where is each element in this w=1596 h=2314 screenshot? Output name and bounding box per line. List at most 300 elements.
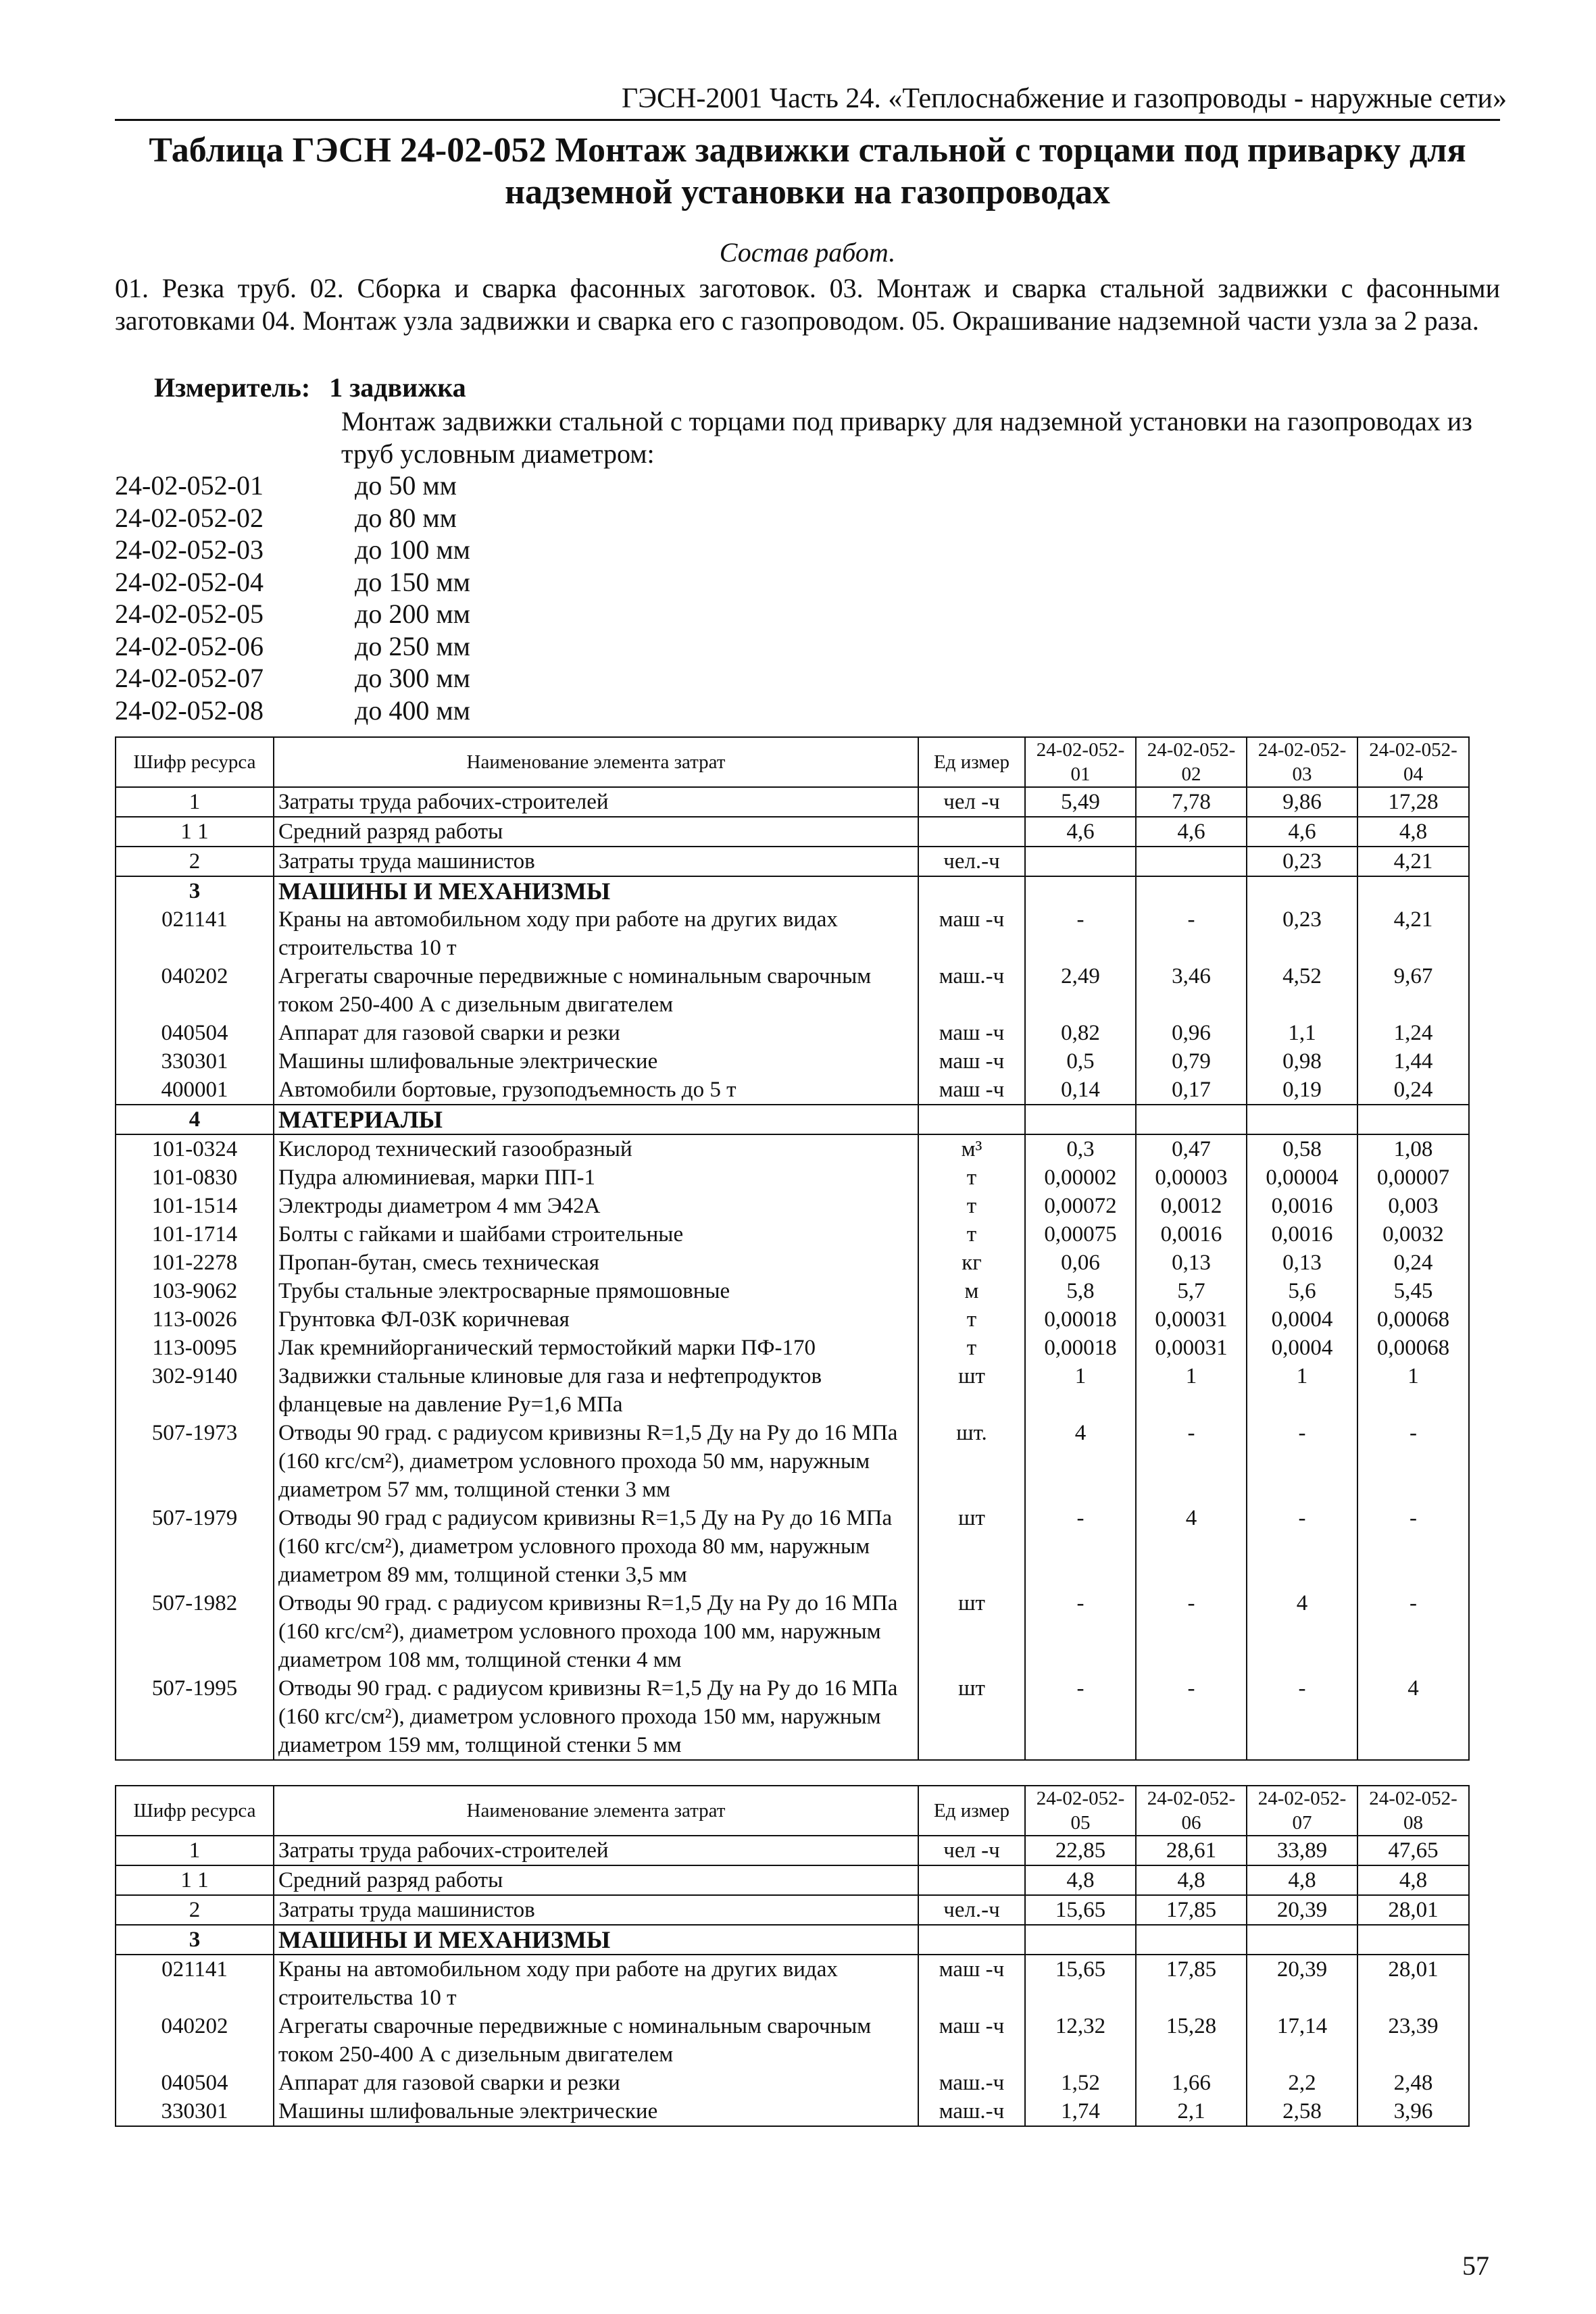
- value-cell: 17,28: [1357, 787, 1469, 817]
- value-cell: 4,6: [1136, 817, 1247, 847]
- value-cell: [1357, 876, 1469, 905]
- value-cell: [1025, 1105, 1136, 1134]
- value-cell: 4: [1247, 1589, 1357, 1674]
- table-row: [116, 1362, 1469, 1419]
- value-cell: -: [1357, 1419, 1469, 1504]
- value-cell: 0,00002: [1025, 1163, 1136, 1192]
- measure-label: Измеритель:: [154, 372, 311, 403]
- cost-element-name: Электроды диаметром 4 мм Э42А: [274, 1192, 918, 1220]
- resource-code: 3: [116, 876, 274, 905]
- value-cell: 5,7: [1136, 1277, 1247, 1305]
- value-cell: 0,00075: [1025, 1220, 1136, 1249]
- column-header: Наименование элемента затрат: [274, 737, 918, 787]
- unit-cell: т: [918, 1220, 1025, 1249]
- value-cell: 0,0016: [1136, 1220, 1247, 1249]
- value-cell: 1: [1136, 1362, 1247, 1419]
- cost-element-name: Болты с гайками и шайбами строительные: [274, 1220, 918, 1249]
- value-cell: -: [1136, 1589, 1247, 1674]
- value-cell: 0,14: [1025, 1076, 1136, 1105]
- variant-item: [115, 695, 470, 727]
- value-cell: 12,32: [1025, 2012, 1136, 2069]
- value-cell: 0,00072: [1025, 1192, 1136, 1220]
- value-cell: -: [1025, 1674, 1136, 1760]
- resource-code: 040504: [116, 2069, 274, 2097]
- resource-code: 113-0026: [116, 1305, 274, 1334]
- resource-code: 101-1514: [116, 1192, 274, 1220]
- value-cell: 0,23: [1247, 905, 1357, 962]
- table-header-row: [116, 737, 1469, 787]
- value-cell: 15,65: [1025, 1955, 1136, 2012]
- value-cell: 0,98: [1247, 1047, 1357, 1076]
- column-header: 24-02-052-07: [1247, 1786, 1357, 1836]
- value-cell: 4: [1136, 1504, 1247, 1589]
- cost-element-name: МАШИНЫ И МЕХАНИЗМЫ: [274, 876, 918, 905]
- table-row: [116, 1163, 1469, 1192]
- cost-element-name: Затраты труда рабочих-строителей: [274, 787, 918, 817]
- table-row: [116, 1674, 1469, 1760]
- variant-item: [115, 630, 470, 663]
- unit-cell: маш -ч: [918, 1955, 1025, 2012]
- resource-code: 2: [116, 847, 274, 876]
- column-header: Ед измер: [918, 737, 1025, 787]
- variant-code: 24-02-052-08: [115, 695, 264, 726]
- cost-element-name: Затраты труда машинистов: [274, 847, 918, 876]
- value-cell: [1136, 876, 1247, 905]
- value-cell: 0,0016: [1247, 1192, 1357, 1220]
- value-cell: 17,85: [1136, 1895, 1247, 1925]
- resource-code: 1: [116, 787, 274, 817]
- value-cell: 1,24: [1357, 1019, 1469, 1047]
- value-cell: -: [1247, 1504, 1357, 1589]
- table-row: [116, 1334, 1469, 1362]
- value-cell: 4,21: [1357, 905, 1469, 962]
- cost-element-name: Машины шлифовальные электрические: [274, 1047, 918, 1076]
- variant-item: [115, 502, 470, 534]
- value-cell: 0,00068: [1357, 1305, 1469, 1334]
- resource-code: 040202: [116, 962, 274, 1019]
- value-cell: 1: [1247, 1362, 1357, 1419]
- variant-text: до 150 мм: [355, 566, 470, 597]
- value-cell: 7,78: [1136, 787, 1247, 817]
- table-row: [116, 847, 1469, 876]
- cost-element-name: Задвижки стальные клиновые для газа и нефтепродуктов фланцевые на давление Ру=1,6 МПа: [274, 1362, 918, 1419]
- resource-code: 021141: [116, 905, 274, 962]
- variant-code: 24-02-052-07: [115, 663, 264, 693]
- value-cell: [1357, 1105, 1469, 1134]
- resource-code: 2: [116, 1895, 274, 1925]
- value-cell: 4,8: [1247, 1865, 1357, 1895]
- running-header: ГЭСН-2001 Часть 24. «Теплоснабжение и газопроводы - наружные сети»: [622, 83, 1507, 114]
- cost-element-name: МАШИНЫ И МЕХАНИЗМЫ: [274, 1925, 918, 1955]
- value-cell: 0,96: [1136, 1019, 1247, 1047]
- table-row: [116, 1249, 1469, 1277]
- table-row: [116, 2097, 1469, 2126]
- variants-intro: Монтаж задвижки стальной с торцами под приварку для надземной установки на газопроводах из труб условным диаметром:: [341, 406, 1472, 469]
- cost-element-name: Средний разряд работы: [274, 1865, 918, 1895]
- table-row: [116, 1865, 1469, 1895]
- variant-item: [115, 566, 470, 599]
- value-cell: 0,0012: [1136, 1192, 1247, 1220]
- cost-element-name: Отводы 90 град. с радиусом кривизны R=1,5 Ду на Ру до 16 МПа (160 кгс/см²), диаметром условного прохода 150 мм, наружным диаметром 159 мм, толщиной стенки 5 мм: [274, 1674, 918, 1760]
- variant-text: до 80 мм: [355, 502, 457, 533]
- table-row: [116, 1076, 1469, 1105]
- value-cell: -: [1025, 905, 1136, 962]
- resource-code: 1 1: [116, 1865, 274, 1895]
- variant-code: 24-02-052-06: [115, 630, 264, 661]
- unit-cell: т: [918, 1163, 1025, 1192]
- variant-code: 24-02-052-04: [115, 566, 264, 597]
- value-cell: [1247, 876, 1357, 905]
- value-cell: 0,00068: [1357, 1334, 1469, 1362]
- variants-list: [115, 470, 470, 726]
- value-cell: 4,21: [1357, 847, 1469, 876]
- value-cell: 0,47: [1136, 1134, 1247, 1163]
- unit-cell: шт: [918, 1674, 1025, 1760]
- table-row: [116, 1419, 1469, 1504]
- section-row: [116, 1105, 1469, 1134]
- cost-element-name: Затраты труда машинистов: [274, 1895, 918, 1925]
- section-row: [116, 876, 1469, 905]
- table-row: [116, 817, 1469, 847]
- resource-code: 1 1: [116, 817, 274, 847]
- unit-cell: маш.-ч: [918, 962, 1025, 1019]
- resource-code: 507-1982: [116, 1589, 274, 1674]
- value-cell: 3,96: [1357, 2097, 1469, 2126]
- table-row: [116, 1220, 1469, 1249]
- variant-code: 24-02-052-01: [115, 470, 264, 501]
- table-row: [116, 1955, 1469, 2012]
- value-cell: -: [1136, 1674, 1247, 1760]
- cost-element-name: Аппарат для газовой сварки и резки: [274, 2069, 918, 2097]
- cost-element-name: Машины шлифовальные электрические: [274, 2097, 918, 2126]
- value-cell: 4,8: [1357, 1865, 1469, 1895]
- table-row: [116, 1047, 1469, 1076]
- variant-text: до 50 мм: [355, 470, 457, 501]
- table-row: [116, 1836, 1469, 1865]
- value-cell: 4,8: [1357, 817, 1469, 847]
- unit-cell: шт: [918, 1589, 1025, 1674]
- unit-cell: шт: [918, 1362, 1025, 1419]
- work-composition-text: 01. Резка труб. 02. Сборка и сварка фасонных заготовок. 03. Монтаж и сварка стальной задвижки с фасонными заготовками 04. Монтаж узла задвижки и сварка его с газопроводом. 05. Окрашивание надземной части узла за 2 раза.: [115, 273, 1500, 336]
- value-cell: 4: [1357, 1674, 1469, 1760]
- value-cell: [1357, 1925, 1469, 1955]
- column-header: 24-02-052-02: [1136, 737, 1247, 787]
- value-cell: 0,003: [1357, 1192, 1469, 1220]
- unit-cell: чел.-ч: [918, 1895, 1025, 1925]
- cost-element-name: МАТЕРИАЛЫ: [274, 1105, 918, 1134]
- unit-cell: чел.-ч: [918, 847, 1025, 876]
- unit-cell: кг: [918, 1249, 1025, 1277]
- value-cell: 0,58: [1247, 1134, 1357, 1163]
- section-row: [116, 1925, 1469, 1955]
- value-cell: 0,06: [1025, 1249, 1136, 1277]
- cost-element-name: Аппарат для газовой сварки и резки: [274, 1019, 918, 1047]
- cost-element-name: Краны на автомобильном ходу при работе на других видах строительства 10 т: [274, 905, 918, 962]
- unit-cell: т: [918, 1305, 1025, 1334]
- value-cell: 20,39: [1247, 1955, 1357, 2012]
- cost-element-name: Лак кремнийорганический термостойкий марки ПФ-170: [274, 1334, 918, 1362]
- value-cell: [1136, 1925, 1247, 1955]
- unit-cell: маш -ч: [918, 905, 1025, 962]
- measure-value: 1 задвижка: [329, 372, 466, 403]
- value-cell: 20,39: [1247, 1895, 1357, 1925]
- cost-element-name: Затраты труда рабочих-строителей: [274, 1836, 918, 1865]
- resource-code: 021141: [116, 1955, 274, 2012]
- value-cell: 0,00007: [1357, 1163, 1469, 1192]
- value-cell: 2,2: [1247, 2069, 1357, 2097]
- cost-element-name: Трубы стальные электросварные прямошовные: [274, 1277, 918, 1305]
- value-cell: 1,74: [1025, 2097, 1136, 2126]
- resource-code: 040202: [116, 2012, 274, 2069]
- value-cell: 5,45: [1357, 1277, 1469, 1305]
- value-cell: 0,5: [1025, 1047, 1136, 1076]
- resource-code: 103-9062: [116, 1277, 274, 1305]
- value-cell: 0,17: [1136, 1076, 1247, 1105]
- resource-code: 3: [116, 1925, 274, 1955]
- table-row: [116, 1305, 1469, 1334]
- value-cell: -: [1357, 1504, 1469, 1589]
- value-cell: 5,49: [1025, 787, 1136, 817]
- value-cell: 47,65: [1357, 1836, 1469, 1865]
- table-row: [116, 1192, 1469, 1220]
- cost-element-name: Агрегаты сварочные передвижные с номинальным сварочным током 250-400 А с дизельным двигателем: [274, 962, 918, 1019]
- table-row: [116, 1589, 1469, 1674]
- value-cell: 4: [1025, 1419, 1136, 1504]
- value-cell: 0,0032: [1357, 1220, 1469, 1249]
- cost-element-name: Кислород технический газообразный: [274, 1134, 918, 1163]
- value-cell: 15,28: [1136, 2012, 1247, 2069]
- variant-code: 24-02-052-03: [115, 534, 264, 565]
- resource-table-1: [115, 736, 1470, 1761]
- table-row: [116, 1134, 1469, 1163]
- value-cell: 28,01: [1357, 1895, 1469, 1925]
- value-cell: [1247, 1925, 1357, 1955]
- value-cell: 1: [1357, 1362, 1469, 1419]
- measure-line: [154, 372, 485, 403]
- value-cell: 0,00018: [1025, 1334, 1136, 1362]
- table-header-row: [116, 1786, 1469, 1836]
- unit-cell: [918, 817, 1025, 847]
- variant-code: 24-02-052-05: [115, 599, 264, 629]
- value-cell: 17,14: [1247, 2012, 1357, 2069]
- column-header: 24-02-052-06: [1136, 1786, 1247, 1836]
- value-cell: 4,8: [1025, 1865, 1136, 1895]
- value-cell: -: [1136, 1419, 1247, 1504]
- column-header: 24-02-052-08: [1357, 1786, 1469, 1836]
- unit-cell: м³: [918, 1134, 1025, 1163]
- value-cell: [1025, 847, 1136, 876]
- cost-element-name: Отводы 90 град с радиусом кривизны R=1,5 Ду на Ру до 16 МПа (160 кгс/см²), диаметром условного прохода 80 мм, наружным диаметром 89 мм, толщиной стенки 3,5 мм: [274, 1504, 918, 1589]
- column-header: 24-02-052-01: [1025, 737, 1136, 787]
- value-cell: 0,0016: [1247, 1220, 1357, 1249]
- value-cell: 15,65: [1025, 1895, 1136, 1925]
- cost-element-name: Грунтовка ФЛ-03К коричневая: [274, 1305, 918, 1334]
- cost-element-name: Пудра алюминиевая, марки ПП-1: [274, 1163, 918, 1192]
- page-number: 57: [1462, 2250, 1489, 2281]
- value-cell: 0,13: [1136, 1249, 1247, 1277]
- value-cell: 22,85: [1025, 1836, 1136, 1865]
- value-cell: 0,3: [1025, 1134, 1136, 1163]
- resource-code: 507-1995: [116, 1674, 274, 1760]
- value-cell: 2,48: [1357, 2069, 1469, 2097]
- value-cell: 4,6: [1247, 817, 1357, 847]
- value-cell: -: [1136, 905, 1247, 962]
- value-cell: 4,52: [1247, 962, 1357, 1019]
- header-rule: [115, 119, 1500, 121]
- variant-item: [115, 598, 470, 630]
- value-cell: 1,52: [1025, 2069, 1136, 2097]
- column-header: Шифр ресурса: [116, 737, 274, 787]
- unit-cell: маш -ч: [918, 1047, 1025, 1076]
- value-cell: -: [1247, 1419, 1357, 1504]
- resource-code: 101-0830: [116, 1163, 274, 1192]
- unit-cell: [918, 876, 1025, 905]
- resource-code: 330301: [116, 1047, 274, 1076]
- cost-element-name: Отводы 90 град. с радиусом кривизны R=1,5 Ду на Ру до 16 МПа (160 кгс/см²), диаметром условного прохода 100 мм, наружным диаметром 108 мм, толщиной стенки 4 мм: [274, 1589, 918, 1674]
- value-cell: 4,6: [1025, 817, 1136, 847]
- value-cell: 0,79: [1136, 1047, 1247, 1076]
- unit-cell: маш.-ч: [918, 2069, 1025, 2097]
- variant-text: до 250 мм: [355, 630, 470, 661]
- table-row: [116, 905, 1469, 962]
- unit-cell: [918, 1105, 1025, 1134]
- resource-table-2: [115, 1785, 1470, 2127]
- value-cell: -: [1025, 1504, 1136, 1589]
- value-cell: 33,89: [1247, 1836, 1357, 1865]
- value-cell: 0,00031: [1136, 1305, 1247, 1334]
- variant-text: до 200 мм: [355, 599, 470, 629]
- unit-cell: шт: [918, 1504, 1025, 1589]
- resource-code: 330301: [116, 2097, 274, 2126]
- table-row: [116, 2012, 1469, 2069]
- value-cell: 0,23: [1247, 847, 1357, 876]
- value-cell: 9,86: [1247, 787, 1357, 817]
- value-cell: 5,6: [1247, 1277, 1357, 1305]
- unit-cell: [918, 1865, 1025, 1895]
- value-cell: [1247, 1105, 1357, 1134]
- value-cell: 0,24: [1357, 1076, 1469, 1105]
- unit-cell: т: [918, 1192, 1025, 1220]
- variant-text: до 300 мм: [355, 663, 470, 693]
- value-cell: 0,00031: [1136, 1334, 1247, 1362]
- table-row: [116, 1019, 1469, 1047]
- table-row: [116, 1504, 1469, 1589]
- unit-cell: чел -ч: [918, 787, 1025, 817]
- unit-cell: м: [918, 1277, 1025, 1305]
- value-cell: [1025, 1925, 1136, 1955]
- cost-element-name: Агрегаты сварочные передвижные с номинальным сварочным током 250-400 А с дизельным двигателем: [274, 2012, 918, 2069]
- resource-code: 1: [116, 1836, 274, 1865]
- value-cell: 1,44: [1357, 1047, 1469, 1076]
- resource-code: 400001: [116, 1076, 274, 1105]
- unit-cell: маш -ч: [918, 1076, 1025, 1105]
- value-cell: 2,49: [1025, 962, 1136, 1019]
- table-row: [116, 787, 1469, 817]
- variant-code: 24-02-052-02: [115, 502, 264, 533]
- value-cell: 5,8: [1025, 1277, 1136, 1305]
- value-cell: 0,0004: [1247, 1305, 1357, 1334]
- resource-code: 4: [116, 1105, 274, 1134]
- table-row: [116, 1895, 1469, 1925]
- cost-element-name: Пропан-бутан, смесь техническая: [274, 1249, 918, 1277]
- table-title: Таблица ГЭСН 24-02-052 Монтаж задвижки стальной с торцами под приварку для надземной установки на газопроводах: [149, 131, 1466, 211]
- resource-code: 101-2278: [116, 1249, 274, 1277]
- resource-code: 113-0095: [116, 1334, 274, 1362]
- value-cell: 0,00018: [1025, 1305, 1136, 1334]
- cost-element-name: Автомобили бортовые, грузоподъемность до 5 т: [274, 1076, 918, 1105]
- variant-text: до 400 мм: [355, 695, 470, 726]
- value-cell: 0,0004: [1247, 1334, 1357, 1362]
- table-row: [116, 962, 1469, 1019]
- column-header: 24-02-052-03: [1247, 737, 1357, 787]
- resource-code: 101-0324: [116, 1134, 274, 1163]
- resource-code: 101-1714: [116, 1220, 274, 1249]
- value-cell: 1,66: [1136, 2069, 1247, 2097]
- value-cell: 2,58: [1247, 2097, 1357, 2126]
- value-cell: -: [1357, 1589, 1469, 1674]
- column-header: Наименование элемента затрат: [274, 1786, 918, 1836]
- column-header: Ед измер: [918, 1786, 1025, 1836]
- value-cell: [1136, 847, 1247, 876]
- resource-code: 040504: [116, 1019, 274, 1047]
- value-cell: 9,67: [1357, 962, 1469, 1019]
- value-cell: 4,8: [1136, 1865, 1247, 1895]
- value-cell: 28,01: [1357, 1955, 1469, 2012]
- value-cell: 23,39: [1357, 2012, 1469, 2069]
- value-cell: [1025, 876, 1136, 905]
- value-cell: -: [1025, 1589, 1136, 1674]
- table-row: [116, 1277, 1469, 1305]
- value-cell: 28,61: [1136, 1836, 1247, 1865]
- column-header: 24-02-052-05: [1025, 1786, 1136, 1836]
- unit-cell: шт.: [918, 1419, 1025, 1504]
- value-cell: 0,82: [1025, 1019, 1136, 1047]
- variant-item: [115, 662, 470, 695]
- table-row: [116, 2069, 1469, 2097]
- unit-cell: маш -ч: [918, 2012, 1025, 2069]
- unit-cell: т: [918, 1334, 1025, 1362]
- value-cell: 3,46: [1136, 962, 1247, 1019]
- variant-item: [115, 534, 470, 566]
- value-cell: 0,00003: [1136, 1163, 1247, 1192]
- cost-element-name: Краны на автомобильном ходу при работе на других видах строительства 10 т: [274, 1955, 918, 2012]
- unit-cell: [918, 1925, 1025, 1955]
- value-cell: 1: [1025, 1362, 1136, 1419]
- unit-cell: чел -ч: [918, 1836, 1025, 1865]
- unit-cell: маш.-ч: [918, 2097, 1025, 2126]
- value-cell: 2,1: [1136, 2097, 1247, 2126]
- variant-item: [115, 470, 470, 502]
- value-cell: 1,08: [1357, 1134, 1469, 1163]
- value-cell: 0,13: [1247, 1249, 1357, 1277]
- column-header: Шифр ресурса: [116, 1786, 274, 1836]
- resource-code: 302-9140: [116, 1362, 274, 1419]
- unit-cell: маш -ч: [918, 1019, 1025, 1047]
- resource-code: 507-1973: [116, 1419, 274, 1504]
- work-composition-heading: Состав работ.: [719, 237, 896, 268]
- resource-code: 507-1979: [116, 1504, 274, 1589]
- value-cell: [1136, 1105, 1247, 1134]
- column-header: 24-02-052-04: [1357, 737, 1469, 787]
- value-cell: 0,19: [1247, 1076, 1357, 1105]
- value-cell: -: [1247, 1674, 1357, 1760]
- cost-element-name: Отводы 90 град. с радиусом кривизны R=1,5 Ду на Ру до 16 МПа (160 кгс/см²), диаметром условного прохода 50 мм, наружным диаметром 57 мм, толщиной стенки 3 мм: [274, 1419, 918, 1504]
- value-cell: 17,85: [1136, 1955, 1247, 2012]
- value-cell: 0,24: [1357, 1249, 1469, 1277]
- value-cell: 1,1: [1247, 1019, 1357, 1047]
- cost-element-name: Средний разряд работы: [274, 817, 918, 847]
- value-cell: 0,00004: [1247, 1163, 1357, 1192]
